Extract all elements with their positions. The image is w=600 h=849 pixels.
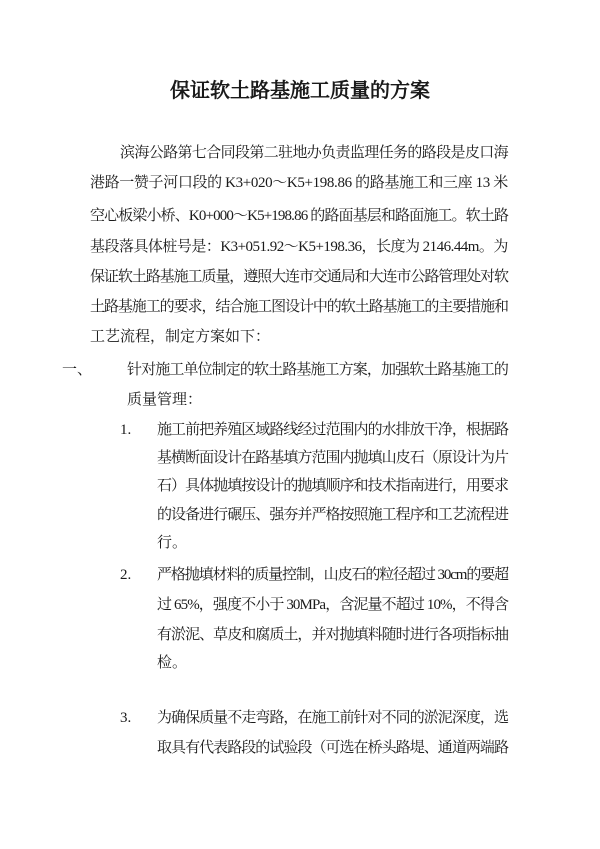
text-line: 严格抛填材料的质量控制，山皮石的粒径超过 30cm的要超 — [157, 567, 508, 583]
text-line: 质量管理： — [127, 392, 203, 408]
text-line: 滨海公路第七合同段第二驻地办负责监理任务的路段是皮口海 — [120, 145, 508, 161]
text-line: 石）具体抛填按设计的抛填顺序和技术指南进行，用要求 — [157, 478, 509, 494]
text-line: 过 65%，强度不小于 30MPa，含泥量不超过 10%，不得含 — [157, 597, 509, 613]
text-line: 基段落具体桩号是：K3+051.92～K5+198.36，长度为 2146.44m。为 — [90, 239, 508, 255]
text-line: 基横断面设计在路基填方范围内抛填山皮石（原设计为片 — [157, 450, 509, 466]
text-line: 工艺流程，制定方案如下： — [90, 329, 271, 345]
text-line: 针对施工单位制定的软土路基施工方案，加强软土路基施工的 — [127, 362, 508, 378]
item-number: 3. — [120, 710, 132, 726]
text-line: 的设备进行碾压、强夯并严格按照施工程序和工艺流程进 — [157, 507, 509, 523]
text-line: 取具有代表路段的试验段（可选在桥头路堤、通道两端路 — [157, 740, 509, 756]
text-line: 有淤泥、草皮和腐质土，并对抛填料随时进行各项指标抽 — [157, 627, 509, 643]
text-line: 空心板梁小桥、K0+000～K5+198.86 的路面基层和路面施工。软土路 — [90, 208, 509, 224]
document-title: 保证软土路基施工质量的方案 — [170, 80, 430, 102]
text-line: 港路一赞子河口段的 K3+020～K5+198.86 的路基施工和三座 13 米 — [90, 175, 508, 191]
text-line: 为确保质量不走弯路，在施工前针对不同的淤泥深度，选 — [157, 710, 509, 726]
item-number: 1. — [120, 422, 132, 438]
item-number: 2. — [120, 567, 132, 583]
text-line: 施工前把养殖区域路线经过范围内的水排放干净，根据路 — [157, 422, 509, 438]
text-line: 土路基施工的要求，结合施工图设计中的软土路基施工的主要措施和 — [90, 299, 508, 315]
text-line: 保证软土路基施工质量，遵照大连市交通局和大连市公路管理处对软 — [90, 269, 508, 285]
section-marker: 一、 — [62, 362, 93, 378]
text-line: 检。 — [157, 655, 188, 671]
text-line: 行。 — [157, 535, 188, 551]
